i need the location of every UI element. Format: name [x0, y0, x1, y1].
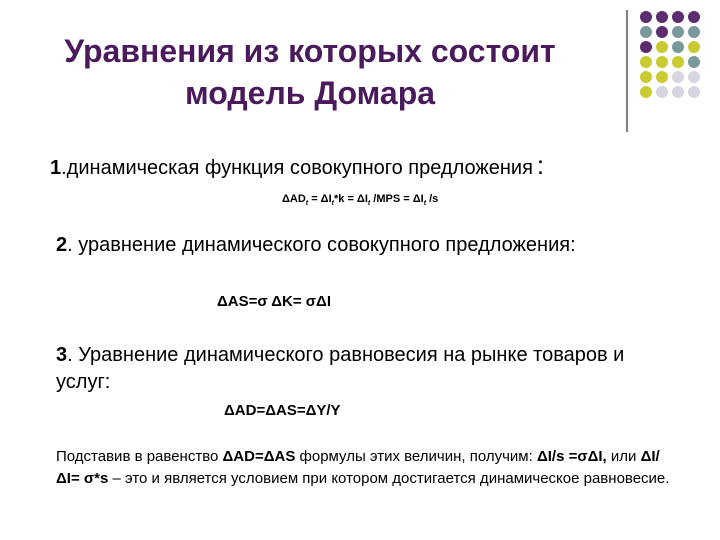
item-1-colon: : — [536, 150, 545, 180]
formula-1-part: I — [328, 193, 332, 205]
decorative-dot — [672, 41, 684, 53]
formula-1-part: = Δ — [308, 193, 329, 205]
title-line-1: Уравнения из которых состоит — [64, 33, 556, 69]
decorative-dot — [672, 26, 684, 38]
item-2-number: 2 — [56, 234, 68, 256]
decorative-dot — [640, 86, 652, 98]
conclusion-paragraph — [56, 446, 676, 490]
formula-1-subscript: t — [331, 200, 334, 208]
decorative-dot — [656, 86, 668, 98]
formula-1-part: I — [364, 193, 368, 205]
item-2-text: . уравнение динамического совокупного предложения: — [67, 234, 576, 256]
formula-1-part: /s — [426, 193, 439, 205]
decorative-dot — [656, 71, 668, 83]
decorative-dot — [688, 86, 700, 98]
item-3-number: 3 — [56, 344, 68, 366]
decorative-dot — [640, 41, 652, 53]
formula-1 — [282, 193, 438, 207]
decorative-dot — [672, 11, 684, 23]
conclusion-formula: ΔI/s =σΔI, — [536, 448, 607, 465]
decorative-dot — [688, 11, 700, 23]
formula-3: ΔAD=ΔAS=ΔY/Y — [224, 402, 341, 419]
item-3 — [56, 342, 656, 396]
formula-1-part: /MPS = Δ — [370, 193, 421, 205]
conclusion-text: Подставив в равенство — [56, 448, 223, 465]
item-1-text: .динамическая функция совокупного предложения — [61, 157, 533, 179]
formula-1-part: I — [420, 193, 424, 205]
decorative-divider — [626, 10, 628, 132]
formula-2: ΔAS=σ ΔK= σΔI — [217, 293, 332, 310]
item-3-text: . Уравнение динамического равновесия на рынке товаров и услуг: — [56, 344, 625, 393]
conclusion-text: или — [606, 448, 641, 465]
slide-title — [20, 30, 600, 114]
item-1 — [50, 150, 544, 181]
formula-1-subscript: t — [423, 200, 427, 208]
decorative-dot — [656, 11, 668, 23]
decorative-dot — [672, 56, 684, 68]
formula-1-subscript: t — [305, 200, 309, 208]
item-2 — [56, 232, 576, 259]
formula-1-part: ΔAD — [282, 193, 306, 205]
conclusion-text: формулы этих величин, получим: — [295, 448, 537, 465]
decorative-dot — [640, 71, 652, 83]
decorative-dot — [672, 71, 684, 83]
decorative-dot — [656, 56, 668, 68]
decorative-dot — [688, 41, 700, 53]
decorative-dot — [640, 26, 652, 38]
decorative-dot — [640, 11, 652, 23]
conclusion-formula: ΔAD=ΔAS — [222, 448, 296, 465]
title-line-2: модель Домара — [184, 75, 436, 111]
decorative-dot — [688, 56, 700, 68]
item-1-number: 1 — [50, 157, 62, 179]
decorative-dot — [656, 41, 668, 53]
decorative-dot — [688, 71, 700, 83]
conclusion-formula: ΔI/ΔI= σ*s — [56, 448, 660, 487]
decorative-dot — [640, 56, 652, 68]
decorative-dot — [688, 26, 700, 38]
formula-1-subscript: t — [367, 200, 371, 208]
decorative-dot — [672, 86, 684, 98]
conclusion-text: – это и является условием при котором достигается динамическое равновесие. — [108, 470, 670, 487]
formula-1-part: *k = Δ — [334, 193, 365, 205]
decorative-dot — [656, 26, 668, 38]
